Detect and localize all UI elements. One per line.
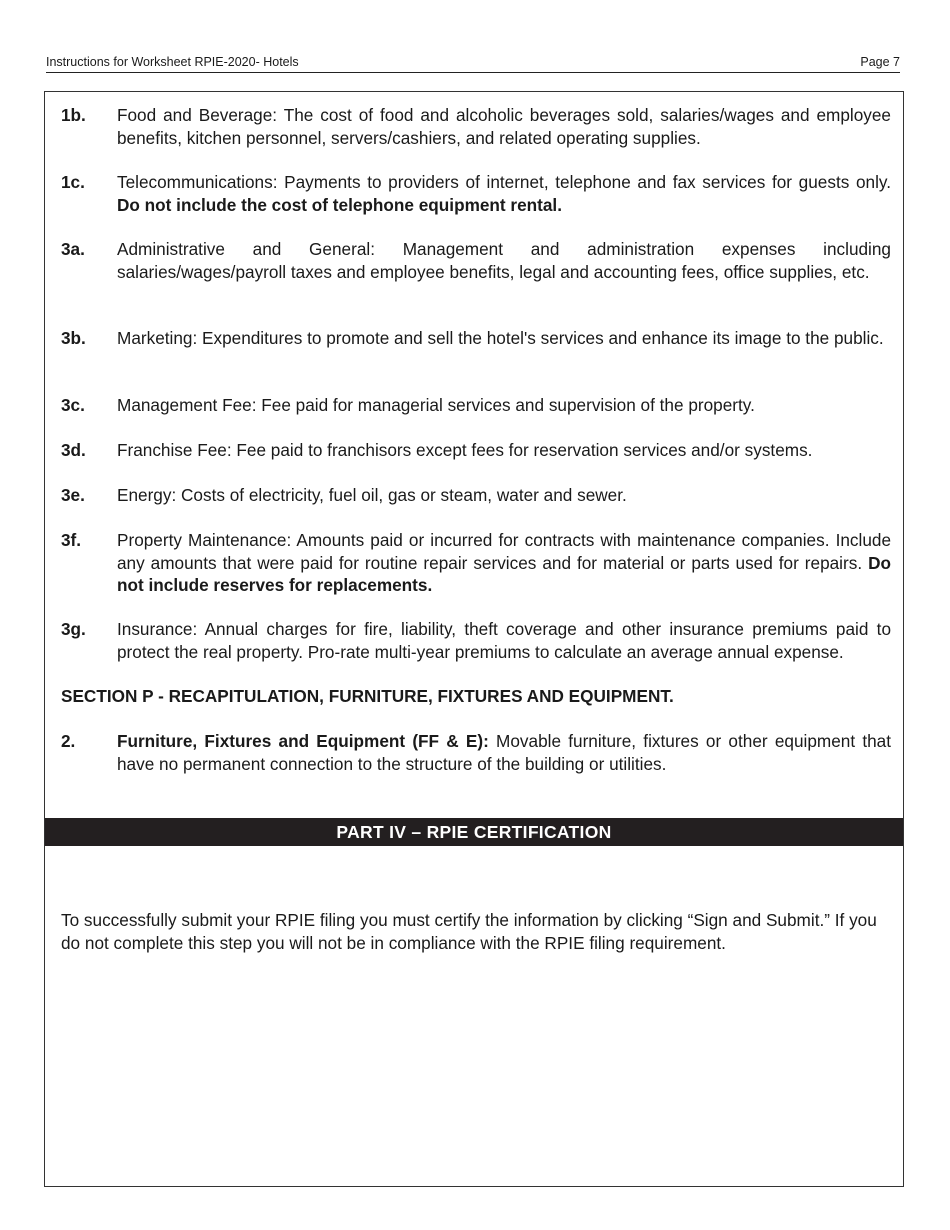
item-text: Food and Beverage: The cost of food and alcoholic beverages sold, salaries/wages and employee benefits, kitchen personnel, servers/cashiers, and related operating supplies.: [117, 105, 891, 148]
item-2-ffe: [61, 730, 891, 775]
part-iv-banner: PART IV – RPIE CERTIFICATION: [45, 818, 903, 846]
section-p-heading: SECTION P - RECAPITULATION, FURNITURE, FIXTURES AND EQUIPMENT.: [61, 686, 674, 706]
item-text: Insurance: Annual charges for fire, liability, theft coverage and other insurance premiums paid to protect the real property. Pro-rate multi-year premiums to calculate an average annual expense.: [117, 619, 891, 662]
item-text: Franchise Fee: Fee paid to franchisors except fees for reservation services and/or systems.: [117, 440, 813, 460]
item-number: 3a.: [61, 239, 85, 259]
item-3e: [61, 484, 891, 507]
item-text: Management Fee: Fee paid for managerial services and supervision of the property.: [117, 395, 755, 415]
item-3g: [61, 618, 891, 663]
item-3b: [61, 327, 891, 350]
item-emphasis: Furniture, Fixtures and Equipment (FF & E):: [117, 731, 489, 751]
item-number: 1c.: [61, 172, 85, 192]
item-1b: [61, 104, 891, 149]
item-emphasis: Do not include the cost of telephone equipment rental.: [117, 194, 562, 215]
document-title: Instructions for Worksheet RPIE-2020- Hotels: [46, 55, 299, 69]
item-3d: [61, 439, 891, 462]
item-text: Energy: Costs of electricity, fuel oil, gas or steam, water and sewer.: [117, 485, 627, 505]
item-3a: [61, 238, 891, 283]
item-number: 3e.: [61, 485, 85, 505]
item-number: 3c.: [61, 395, 85, 415]
item-number: 3d.: [61, 440, 86, 460]
item-text: Property Maintenance: Amounts paid or incurred for contracts with maintenance companies. Include any amounts that were paid for routine repair services and for material or parts used for repairs. Do not include reserves for replacements.: [117, 530, 891, 595]
item-number: 2.: [61, 731, 76, 751]
item-3f: [61, 529, 891, 597]
item-text: Furniture, Fixtures and Equipment (FF & E): Movable furniture, fixtures or other equipment that have no permanent connection to the structure of the building or utilities.: [117, 731, 891, 774]
item-1c: [61, 171, 891, 216]
certification-text: To successfully submit your RPIE filing you must certify the information by clicking “Sign and Submit.” If you do not complete this step you will not be in compliance with the RPIE filing requirement.: [61, 910, 877, 953]
item-number: 3f.: [61, 530, 82, 550]
page-header: [46, 54, 900, 73]
item-text: Marketing: Expenditures to promote and sell the hotel's services and enhance its image to the public.: [117, 328, 884, 348]
page-number: Page 7: [860, 55, 900, 69]
item-text: Administrative and General: Management and administration expenses including salaries/wages/payroll taxes and employee benefits, legal and accounting fees, office supplies, etc.: [117, 239, 891, 282]
item-3c: [61, 394, 891, 417]
item-number: 3g.: [61, 619, 86, 639]
item-number: 3b.: [61, 328, 86, 348]
item-text: Telecommunications: Payments to providers of internet, telephone and fax services for guests only. Do not include the cost of telephone equipment rental.: [117, 172, 891, 215]
item-number: 1b.: [61, 105, 86, 125]
item-emphasis: Do not include reserves for replacements.: [117, 552, 891, 595]
